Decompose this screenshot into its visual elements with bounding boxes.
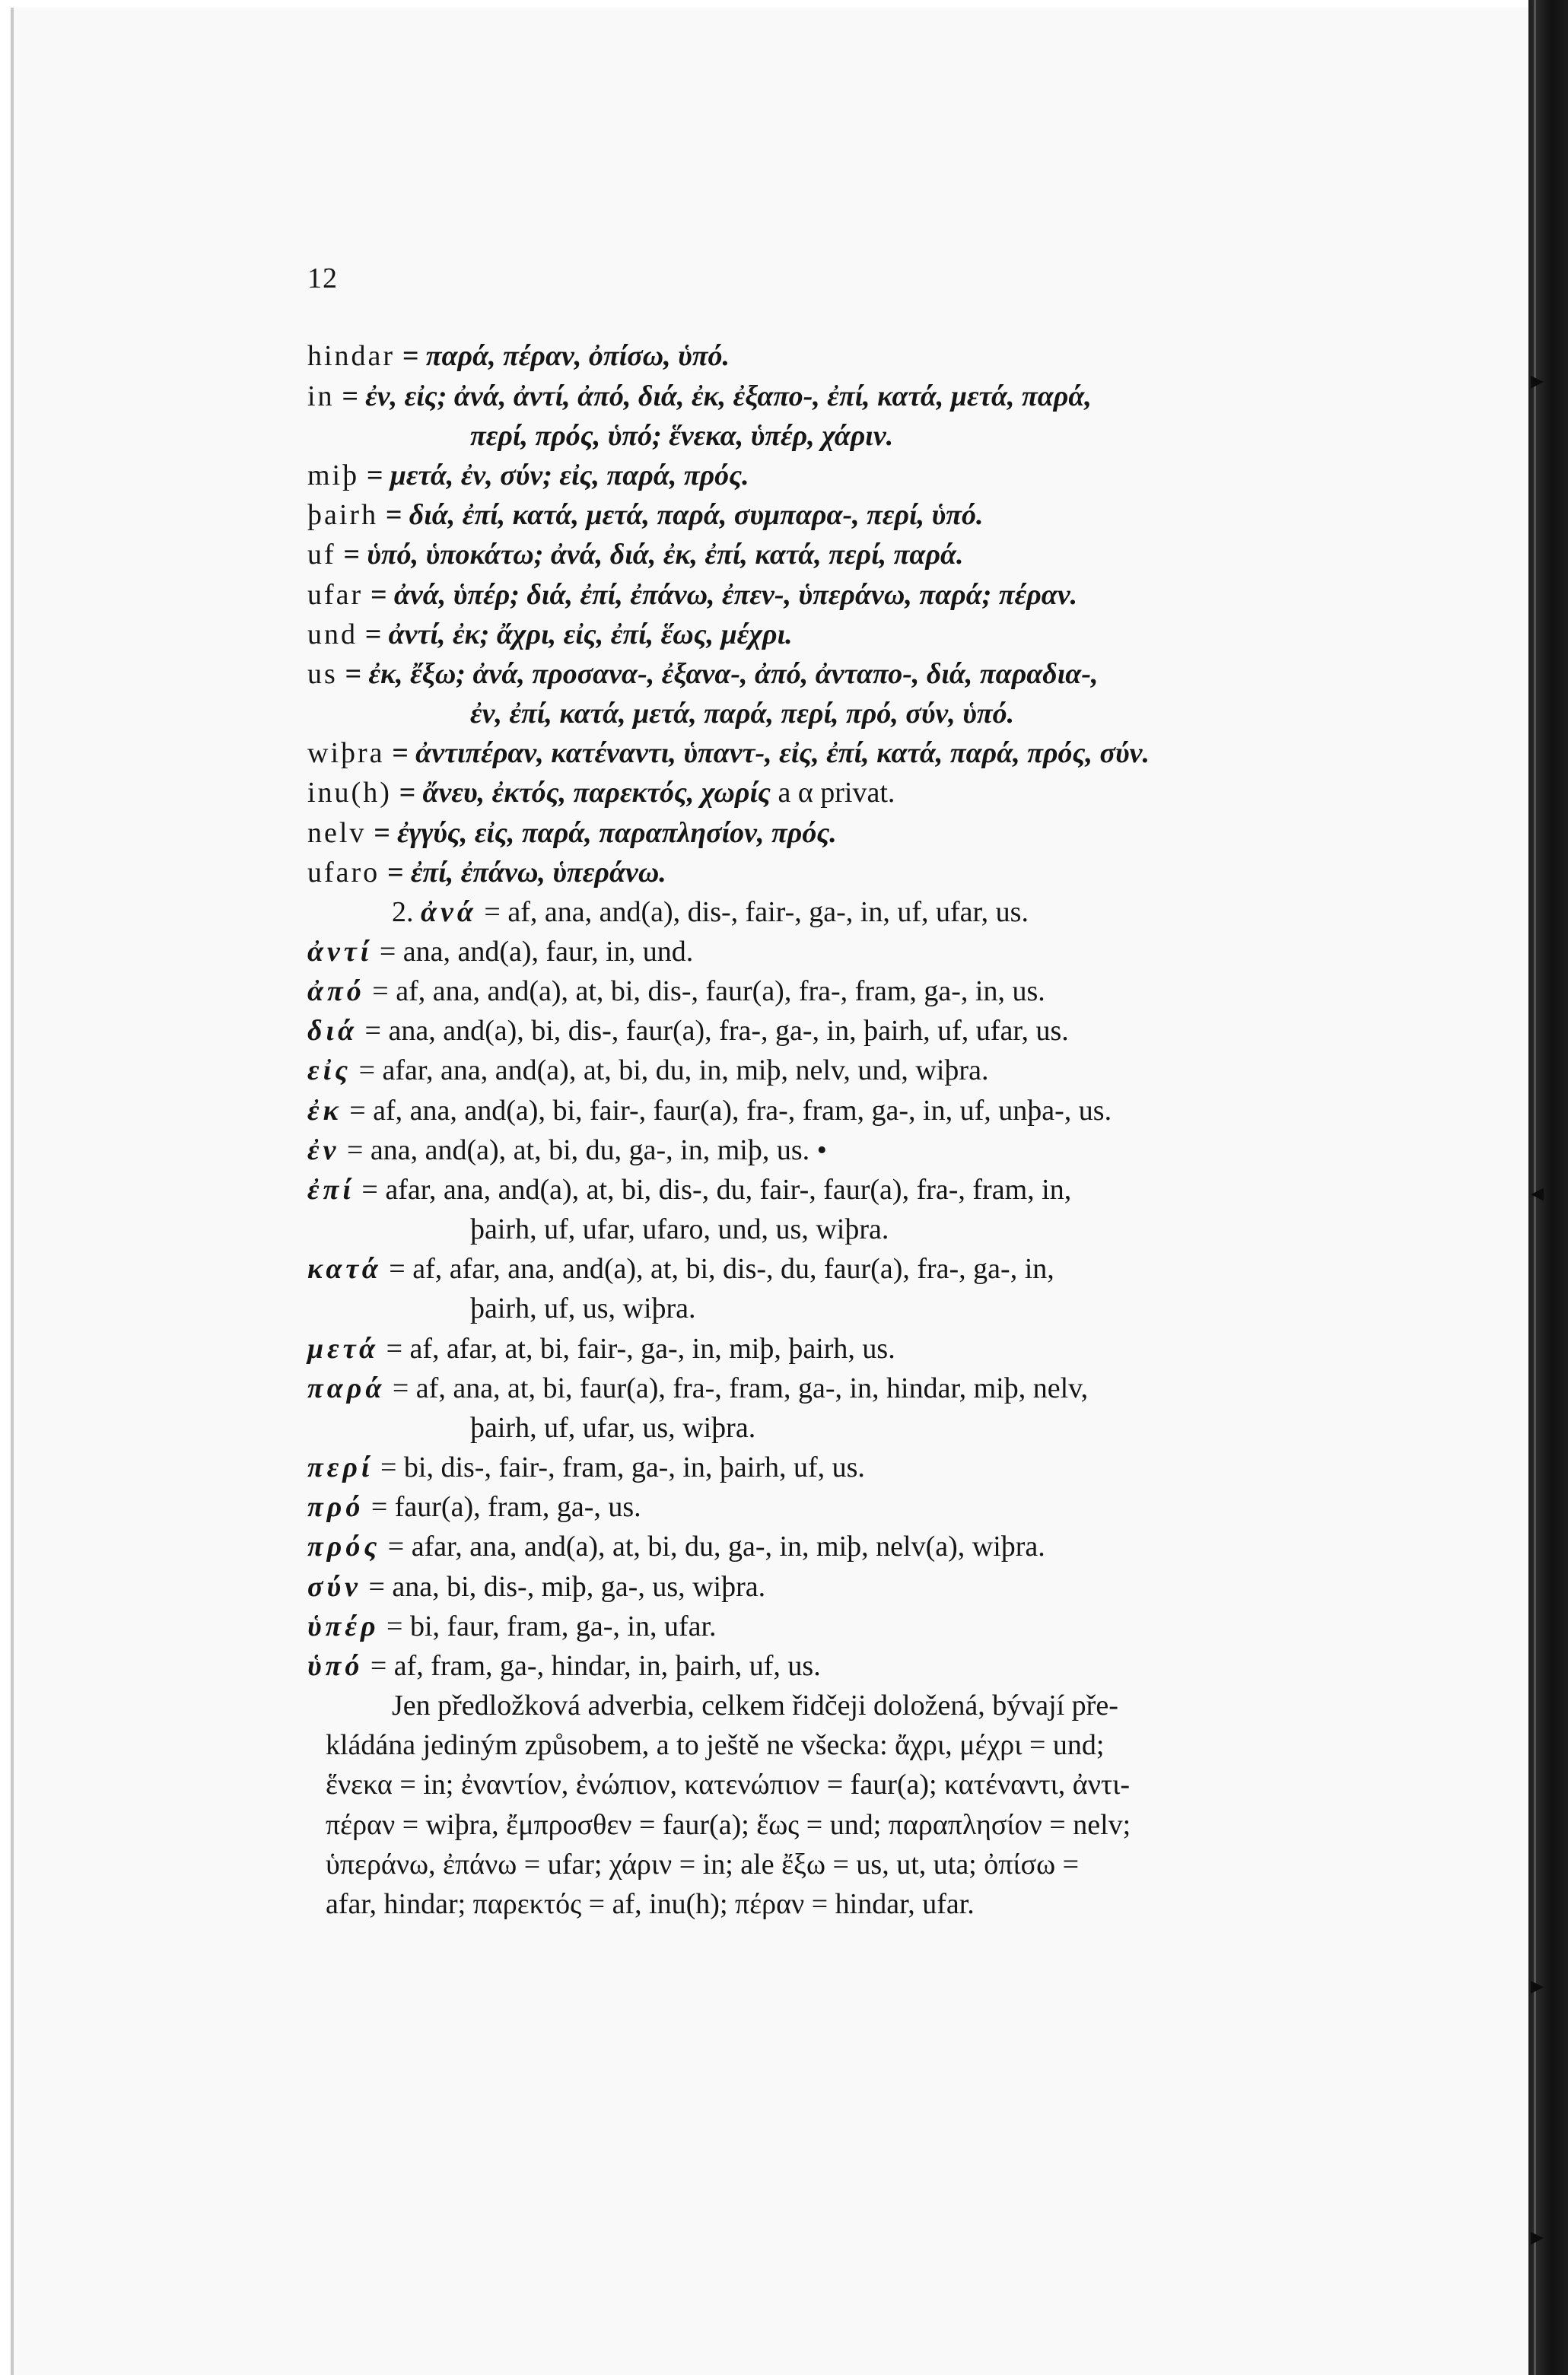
entry-text: = ana, and(a), bi, dis-, faur(a), fra-, ga-, in, þairh, uf, ufar, us. xyxy=(358,1015,1069,1047)
entry-line xyxy=(307,618,793,651)
entry-greek: κατά xyxy=(307,1253,382,1285)
entry-line xyxy=(307,856,666,889)
entry-line xyxy=(307,1451,865,1484)
entry-greek: = ἀντί, ἐκ; ἄχρι, εἰς, ἐπί, ἕως, μέχρι. xyxy=(358,618,793,650)
entry-line xyxy=(470,419,893,453)
entry-text: = af, ana, at, bi, faur(a), fra-, fram, ga-, in, hindar, miþ, nelv, xyxy=(385,1372,1089,1404)
entry-text: = afar, ana, and(a), at, bi, du, ga-, in, miþ, nelv(a), wiþra. xyxy=(380,1531,1045,1563)
entry-head: nelv xyxy=(307,817,367,849)
entry-text: þairh, uf, us, wiþra. xyxy=(470,1292,696,1324)
entry-line xyxy=(470,1411,755,1445)
entry-greek: = ἀντιπέραν, κατέναντι, ὑπαντ-, εἰς, ἐπί, κατά, παρά, πρός, σύν. xyxy=(384,737,1150,769)
entry-line xyxy=(307,935,693,968)
entry-line xyxy=(307,1530,1045,1563)
entry-text: = bi, faur, fram, ga-, in, ufar. xyxy=(379,1610,717,1642)
entry-greek: πρό xyxy=(307,1491,364,1523)
entry-greek: ἐν, ἐπί, κατά, μετά, παρά, περί, πρό, σύν, ὑπό. xyxy=(470,698,1015,730)
edge-mark: ▸ xyxy=(1531,2221,1544,2252)
entry-line xyxy=(307,1133,827,1167)
entry-line xyxy=(307,1372,1088,1405)
entry-greek: = διά, ἐπί, κατά, μετά, παρά, συμπαρα-, περί, ὑπό. xyxy=(378,499,984,531)
entry-greek: μετά xyxy=(307,1333,380,1365)
entry-line xyxy=(307,1610,717,1643)
entry-greek: ὑπό xyxy=(307,1650,364,1682)
entry-head: in xyxy=(307,380,335,412)
entry-line xyxy=(307,380,1092,413)
entry-greek: = ἄνευ, ἐκτός, παρεκτός, χωρίς xyxy=(391,777,771,809)
entry-line xyxy=(307,1014,1069,1048)
entry-greek: περί xyxy=(307,1451,374,1483)
entry-greek: = μετά, ἐν, σύν; εἰς, παρά, πρός. xyxy=(359,459,749,491)
entry-text: = afar, ana, and(a), at, bi, dis-, du, fair-, faur(a), fra-, fram, in, xyxy=(354,1174,1072,1206)
edge-mark: ▸ xyxy=(1531,1970,1544,2001)
entry-line xyxy=(307,1054,988,1087)
entry-greek: = ἐκ, ἔξω; ἀνά, προσανα-, ἐξανα-, ἀπό, ἀνταπο-, διά, παραδια-, xyxy=(337,658,1099,690)
paragraph-line: afar, hindar; παρεκτός = af, inu(h); πέραν = hindar, ufar. xyxy=(326,1888,975,1920)
entry-line xyxy=(470,1213,889,1246)
entry-line xyxy=(307,1252,1054,1286)
entry-head: hindar xyxy=(307,340,396,372)
entry-greek: ἐπί xyxy=(307,1174,355,1206)
paragraph-line: ἕνεκα = in; ἐναντίον, ἐνώπιον, κατενώπιον = faur(a); κατέναντι, ἀντι- xyxy=(326,1769,1131,1801)
entry-greek: ἀνά xyxy=(421,896,477,928)
entry-line xyxy=(307,498,983,532)
entry-text: = afar, ana, and(a), at, bi, du, in, miþ, nelv, und, wiþra. xyxy=(351,1054,989,1086)
entry-line xyxy=(307,339,730,373)
entry-greek: = ἐπί, ἐπάνω, ὑπεράνω. xyxy=(380,857,666,889)
entry-head: þairh xyxy=(307,499,379,531)
entry-line xyxy=(307,1094,1112,1127)
entry-line xyxy=(392,895,1029,929)
entry-line xyxy=(307,1173,1071,1207)
entry-line xyxy=(307,736,1150,770)
edge-mark: ▸ xyxy=(1531,365,1544,396)
entry-line xyxy=(307,459,749,492)
entry-greek: = παρά, πέραν, ὀπίσω, ὑπό. xyxy=(395,340,730,372)
entry-head: miþ xyxy=(307,459,360,491)
entry-line xyxy=(307,1570,765,1604)
entry-head: ufaro xyxy=(307,857,380,889)
entry-greek: = ὑπό, ὑποκάτω; ἀνά, διά, ἐκ, ἐπί, κατά, περί, παρά. xyxy=(336,539,964,571)
entry-text: þairh, uf, ufar, ufaro, und, us, wiþra. xyxy=(470,1213,889,1245)
entry-greek: = ἀνά, ὑπέρ; διά, ἐπί, ἐπάνω, ἐπεν-, ὑπεράνω, παρά; πέραν. xyxy=(363,579,1078,611)
entry-head: ufar xyxy=(307,579,364,611)
entry-line xyxy=(307,974,1045,1008)
entry-greek: ἐν xyxy=(307,1134,340,1166)
entry-text: þairh, uf, ufar, us, wiþra. xyxy=(470,1412,756,1444)
entry-text: = faur(a), fram, ga-, us. xyxy=(364,1491,641,1523)
entry-text: = af, ana, and(a), bi, fair-, faur(a), fra-, fram, ga-, in, uf, unþa-, us. xyxy=(342,1095,1112,1127)
entry-greek: σύν xyxy=(307,1571,361,1603)
entry-line xyxy=(307,657,1099,691)
entry-greek: ἀπό xyxy=(307,975,365,1007)
entry-text: = af, afar, ana, and(a), at, bi, dis-, du, faur(a), fra-, ga-, in, xyxy=(381,1253,1054,1285)
entry-head: inu(h) xyxy=(307,777,392,809)
entry-text: = af, afar, at, bi, fair-, ga-, in, miþ, þairh, us. xyxy=(379,1333,895,1365)
entry-line xyxy=(307,816,837,850)
page-number: 12 xyxy=(307,262,338,294)
entry-greek: ἀντί xyxy=(307,936,373,968)
entry-text: = bi, dis-, fair-, fram, ga-, in, þairh, uf, us. xyxy=(373,1451,865,1483)
edge-mark: ◂ xyxy=(1531,1178,1544,1208)
entry-greek: παρά xyxy=(307,1372,386,1404)
entry-greek: πρός xyxy=(307,1531,381,1563)
entry-text: = af, ana, and(a), at, bi, dis-, faur(a), fra-, fram, ga-, in, us. xyxy=(364,975,1045,1007)
entry-greek: εἰς xyxy=(307,1054,352,1086)
entry-line xyxy=(307,578,1077,612)
paragraph-line: kládána jediným způsobem, a to ještě ne všecka: ἄχρι, μέχρι = und; xyxy=(326,1729,1105,1761)
entry-text: = af, fram, ga-, hindar, in, þairh, uf, us. xyxy=(363,1650,821,1682)
entry-text: a α privat. xyxy=(770,777,895,809)
entry-text: = ana, bi, dis-, miþ, ga-, us, wiþra. xyxy=(361,1571,766,1603)
entry-line xyxy=(307,538,964,571)
entry-greek: περί, πρός, ὑπό; ἕνεκα, ὑπέρ, χάριν. xyxy=(470,420,894,452)
entry-line xyxy=(307,1332,895,1366)
entry-text: = ana, and(a), faur, in, und. xyxy=(372,936,694,968)
entry-head: us xyxy=(307,658,338,690)
entry-line xyxy=(470,697,1014,730)
entry-line xyxy=(307,776,895,809)
entry-head: 2. xyxy=(392,896,421,928)
entry-line xyxy=(307,1649,821,1683)
entry-line xyxy=(307,1490,641,1524)
paragraph-line: Jen předložková adverbia, celkem řidčeji doložená, bývají pře- xyxy=(392,1690,1118,1722)
entry-text: = af, ana, and(a), dis-, fair-, ga-, in, uf, ufar, us. xyxy=(476,896,1029,928)
entry-text: = ana, and(a), at, bi, du, ga-, in, miþ, us. • xyxy=(339,1134,827,1166)
paragraph-line: ὑπεράνω, ἐπάνω = ufar; χάριν = in; ale ἔξω = us, ut, uta; ὀπίσω = xyxy=(326,1849,1080,1881)
entry-greek: διά xyxy=(307,1015,358,1047)
entry-head: und xyxy=(307,618,358,650)
entry-greek: = ἐγγύς, εἰς, παρά, παραπλησίον, πρός. xyxy=(366,817,837,849)
entry-greek: = ἐν, εἰς; ἀνά, ἀντί, ἀπό, διά, ἐκ, ἐξαπο-, ἐπί, κατά, μετά, παρά, xyxy=(334,380,1092,412)
entry-greek: ὑπέρ xyxy=(307,1610,380,1642)
paragraph-line: πέραν = wiþra, ἔμπροσθεν = faur(a); ἕως = und; παραπλησίον = nelv; xyxy=(326,1809,1131,1841)
entry-head: wiþra xyxy=(307,737,385,769)
entry-greek: ἐκ xyxy=(307,1095,342,1127)
entry-line xyxy=(470,1292,696,1325)
entry-head: uf xyxy=(307,539,336,571)
